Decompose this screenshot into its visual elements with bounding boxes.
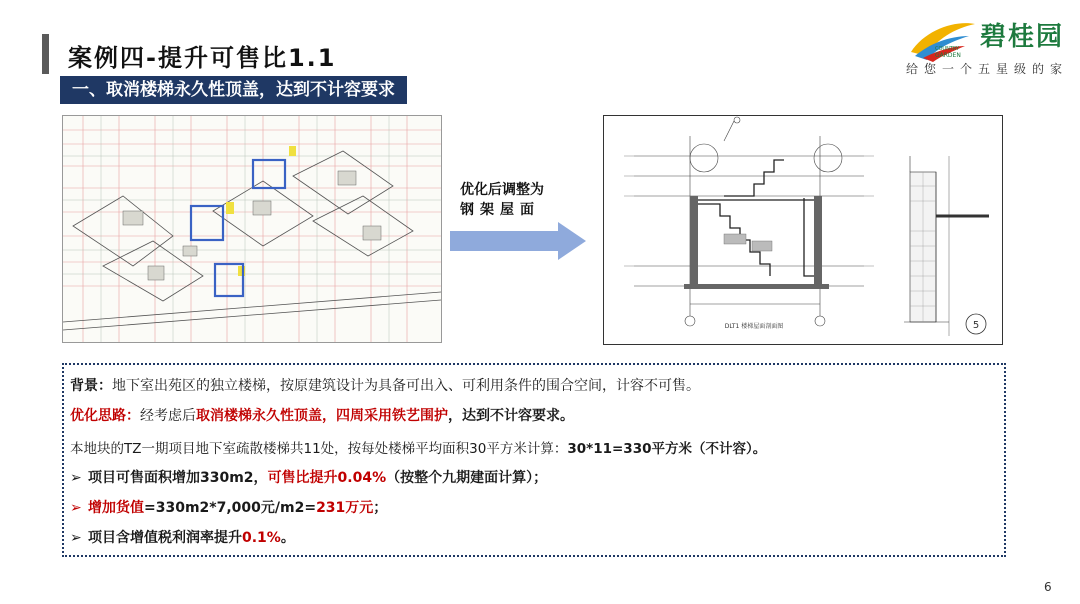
drawing-caption: DLT1 楼梯屋面剖面图 xyxy=(724,323,784,330)
title-accent-bar xyxy=(42,34,49,74)
site-plan-image xyxy=(62,115,442,343)
stair-section-drawing xyxy=(603,115,1003,345)
detail-number: 5 xyxy=(972,320,980,331)
calc-text: 本地块的TZ一期项目地下室疏散楼梯共11处，按每处楼梯平均面积30平方米计算： xyxy=(70,441,568,457)
bullet-3-b: 0.1% xyxy=(242,530,281,546)
page-number: 6 xyxy=(1044,580,1052,594)
bullet-arrow-icon: ➢ xyxy=(70,500,82,516)
bullet-1 xyxy=(70,467,547,487)
bullet-1-b: 可售比提升0.04% xyxy=(267,470,387,486)
idea-text-1: 经考虑后 xyxy=(140,408,196,424)
bullet-arrow-icon: ➢ xyxy=(70,530,82,546)
page-title: 案例四-提升可售比1.1 xyxy=(68,44,337,72)
bullet-arrow-icon: ➢ xyxy=(70,470,82,486)
bullet-2 xyxy=(70,497,387,517)
bullet-2-a: 增加货值 xyxy=(88,500,144,516)
background-text: 地下室出苑区的独立楼梯，按原建筑设计为具备可出入、可利用条件的围合空间，计容不可售。 xyxy=(112,378,700,394)
idea-text-2: ，达到不计容要求。 xyxy=(448,408,574,424)
section-subtitle: 一、取消楼梯永久性顶盖，达到不计容要求 xyxy=(60,76,407,104)
arrow-label-line-2: 钢架屋面 xyxy=(460,202,540,218)
bullet-3 xyxy=(70,527,295,547)
logo-brand-name: 碧桂园 xyxy=(980,22,1065,52)
arrow-label-line-1: 优化后调整为 xyxy=(460,182,544,198)
bullet-1-c: （按整个九期建面计算）； xyxy=(386,470,548,486)
calc-result: 30*11=330平方米（不计容）。 xyxy=(567,441,767,457)
svg-text:GARDEN: GARDEN xyxy=(935,52,961,59)
bullet-2-b: =330m2*7,000元/m2= xyxy=(144,500,317,516)
background-row xyxy=(70,375,700,395)
right-arrow-icon xyxy=(450,222,586,260)
calc-row xyxy=(70,437,766,457)
idea-highlight: 取消楼梯永久性顶盖，四周采用铁艺围护 xyxy=(196,408,448,424)
svg-text:COUNTRY: COUNTRY xyxy=(935,46,960,52)
bullet-3-a: 项目含增值税利润率提升 xyxy=(88,530,242,546)
logo-slogan: 给您一个五星级的家 xyxy=(906,62,1069,76)
bullet-2-d: ； xyxy=(373,500,388,516)
bullet-2-c: 231万元 xyxy=(316,500,374,516)
background-label: 背景： xyxy=(70,378,112,394)
idea-row xyxy=(70,405,574,425)
bullet-3-c: 。 xyxy=(280,530,295,546)
arrow-label xyxy=(460,180,544,220)
bullet-1-a: 项目可售面积增加330m2， xyxy=(88,470,268,486)
idea-label: 优化思路： xyxy=(70,408,140,424)
